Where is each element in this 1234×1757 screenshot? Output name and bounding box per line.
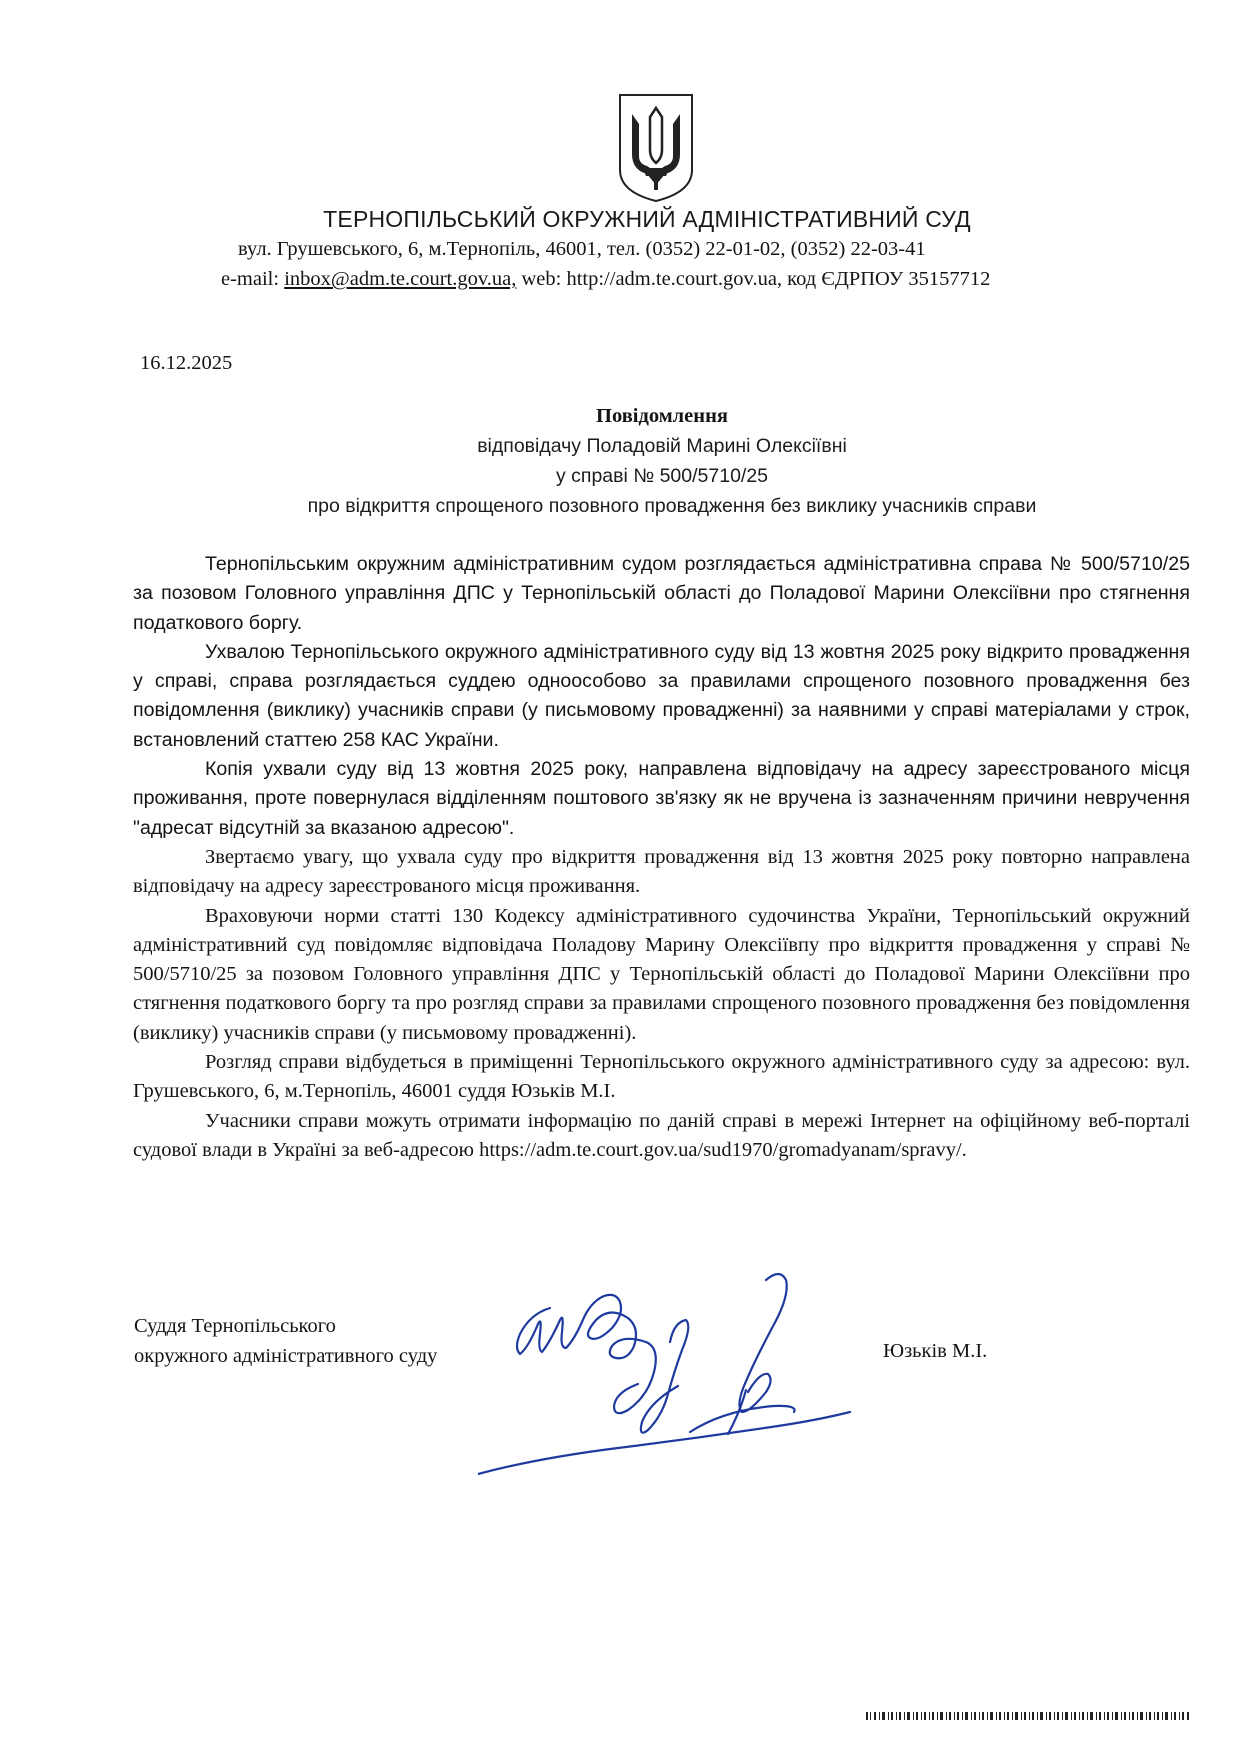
notice-body [133,550,1190,1165]
signatory-position [134,1311,437,1371]
body-paragraph: Копія ухвали суду від 13 жовтня 2025 року, направлена відповідачу на адресу зареєстрованого місця проживання, проте повернулася відділенням поштового зв'язку як не вручена із зазначенням причини невручення "адресат відсутній за вказаною адресою". [133,758,1190,839]
signatory-position-line: окружного адміністративного суду [134,1345,438,1367]
web-and-code: web: http://adm.te.court.gov.ua, код ЄДРПОУ 35157712 [516,268,991,290]
notice-subject: про відкриття спрощеного позовного провадження без виклику учасників справи [307,495,1037,517]
court-address: вул. Грушевського, 6, м.Тернопіль, 46001, тел. (0352) 22-01-02, (0352) 22-03-41 [238,238,926,260]
court-contacts [221,268,990,291]
notice-title: Повідомлення [596,405,728,427]
email-link[interactable]: inbox@adm.te.court.gov.ua, [284,268,517,290]
signatory-position-line: Суддя Тернопільського [134,1315,336,1337]
signatory-name: Юзьків М.І. [883,1340,988,1362]
body-paragraph: Тернопільським окружним адміністративним судом розглядається адміністративна справа № 500/5710/25 за позовом Головного управління ДПС у Тернопільській області до Поладової Марини Олексіївни про стягнення податкового боргу. [133,553,1190,634]
body-paragraph: Ухвалою Тернопільського окружного адміністративного суду від 13 жовтня 2025 року відкрито провадження у справі, справа розглядається суддею одноособово за правилами спрощеного позовного провадження без повідомлення (виклику) учасників справи (у письмовому провадженні) за наявними у справі матеріалами у строк, встановлений статтею 258 КАС України. [133,640,1190,751]
body-paragraph: Враховуючи норми статті 130 Кодексу адміністративного судочинства України, Тернопільський окружний адміністративний суд повідомляє відповідача Поладову Марину Олексіївпу про відкриття провадження у справі № 500/5710/25 за позовом Головного управління ДПС у Тернопільській області до Поладової Марини Олексіївни про стягнення податкового боргу та про розгляд справи за правилами спрощеного позовного провадження без повідомлення (виклику) учасників справи (у письмовому провадженні). [133,904,1190,1044]
body-paragraph: Звертаємо увагу, що ухвала суду про відкриття провадження від 13 жовтня 2025 року повторно направлена відповідачу на адресу зареєстрованого місця проживання. [133,845,1190,898]
document-date: 16.12.2025 [140,352,233,374]
barcode-strip [866,1712,1191,1720]
coat-of-arms-icon [617,92,695,204]
court-name: ТЕРНОПІЛЬСЬКИЙ ОКРУЖНИЙ АДМІНІСТРАТИВНИЙ СУД [323,206,971,232]
body-paragraph: Розгляд справи відбудеться в приміщенні Тернопільського окружного адміністративного суду за адресою: вул. Грушевського, 6, м.Тернопіль, 46001 суддя Юзьків М.І. [133,1051,1190,1103]
email-label: e-mail: [221,268,285,290]
body-paragraph: Учасники справи можуть отримати інформацію по даній справі в мережі Інтернет на офіційному веб-порталі судової влади в Україні за веб-адресою https://adm.te.court.gov.ua/sud1970/gromadyanam/spravy/. [133,1109,1190,1161]
notice-recipient: відповідачу Поладовій Марині Олексіївні [477,435,847,457]
notice-case-number: у справі № 500/5710/25 [555,465,769,487]
handwritten-signature [478,1262,878,1492]
